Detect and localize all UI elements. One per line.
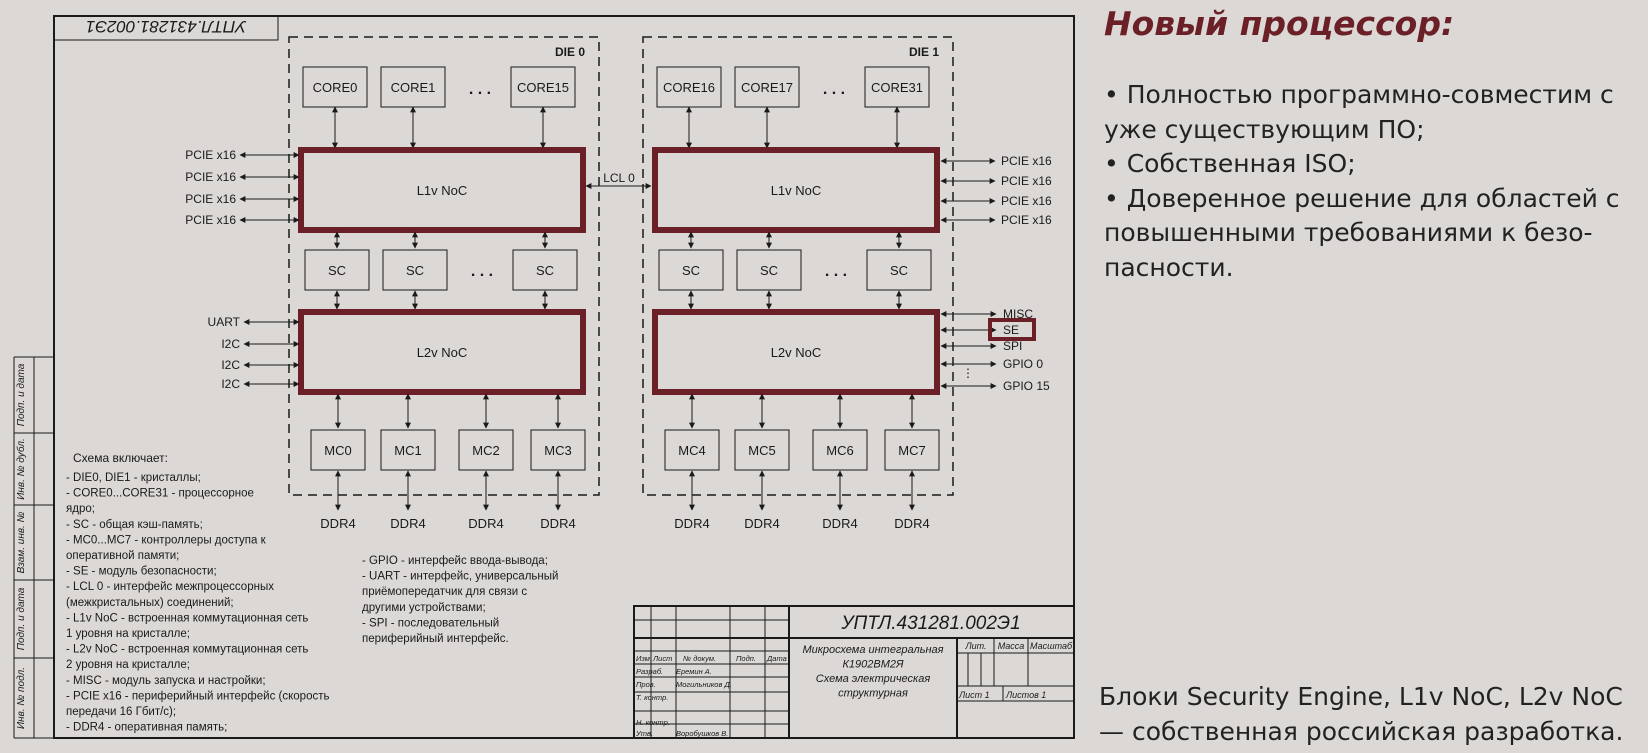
die1-right-io-label: GPIO 0 [1003,357,1044,371]
die1-core-block-label: CORE17 [740,80,794,95]
title-block-sheets: Листов 1 [1006,690,1047,700]
title-block-row-role: Утв. [636,729,654,738]
legend-left-line: 2 уровня на кристалле; [66,659,190,672]
side-stamp-label: Взам. инв. № [16,511,27,574]
title-block-scale: Масштаб [1030,641,1073,651]
die1-right-io-label: PCIE x16 [1001,154,1052,168]
legend-right-line: периферийный интерфейс. [362,633,509,645]
die0-core-ellipsis: . . . [468,81,492,98]
legend-left-line: - SE - модуль безопасности; [66,565,217,578]
title-block-row-name: Еремин А. [676,667,712,676]
legend-right-line: другими устройствами; [362,601,486,614]
die1-sc-ellipsis: . . . [824,263,848,280]
legend-right-line: - SPI - последовательный [362,617,500,630]
legend-left-line: 1 уровня на кристалле; [66,628,190,640]
title-block-row-role: Разраб. [636,667,664,676]
die0-core-block-label: CORE15 [516,80,570,95]
legend-left-line: передачи 16 Гбит/с); [66,706,177,718]
legend-left-line: (межкристальных) соединений; [66,596,234,609]
die0-ddr-label: DDR4 [320,516,356,531]
title-block-name-line: структурная [838,687,908,700]
die0-core-block-label: CORE1 [390,80,436,95]
footer-note: Блоки Security Engine, L1v NoC, L2v NoC — собственная российская разработка. [1099,682,1624,746]
title-block-name-line: К1902ВМ2Я [842,658,904,671]
die1-ddr-label: DDR4 [674,516,710,531]
die0-l1v-noc-label: L1v NoC [416,183,468,198]
side-stamp-label: Инв. № дубл. [16,438,27,500]
die0-left-io-label: I2C [221,358,240,372]
legend-right-line: - GPIO - интерфейс ввода-вывода; [362,555,548,567]
die1-l1v-noc-label: L1v NoC [770,183,822,198]
gpio-vertical-ellipsis: ⋮ [962,366,974,380]
title-block-col-header: Подп. [736,654,756,663]
die1-core-ellipsis: . . . [822,81,846,98]
title-block-col-header: Лист [653,654,673,663]
die1-mc-block-label: MC6 [826,443,854,458]
title-block-name-line: Микросхема интегральная [802,644,944,656]
die0-sc-block-label: SC [405,263,425,278]
die1-mc-block-label: MC4 [678,443,706,458]
die0-left-io-label: PCIE x16 [185,170,236,184]
die0-left-io-label: PCIE x16 [185,213,236,227]
die1-right-io-label: SE [1003,323,1020,337]
title-block-row-role: Т. контр. [636,693,669,702]
side-stamp-label: Подп. и дата [16,587,27,651]
die1-right-io-label: MISC [1003,307,1033,321]
die1-mc-block-label: MC7 [898,443,926,458]
title-block-row-role: Н. контр. [636,718,670,727]
side-stamp-label: Подп. и дата [16,363,27,427]
die0-ddr-label: DDR4 [540,516,576,531]
legend-left-line: - LCL 0 - интерфейс межпроцессорных [66,581,274,594]
legend-left-line: - MC0...MC7 - контроллеры доступа к [66,534,266,547]
title-block-row-name: Воробушков В. [676,729,729,738]
die1-right-io-label: PCIE x16 [1001,194,1052,208]
die1-l2v-noc-label: L2v NoC [770,345,822,360]
die1-right-io-label: SPI [1003,339,1023,353]
legend-left-line: оперативной памяти; [66,550,180,562]
title-block-name-line: Схема электрическая [815,673,931,685]
title-block-code: УПТЛ.431281.002Э1 [841,613,1021,634]
title-block-row-role: Пров. [636,680,656,689]
die1-core-block-label: CORE16 [662,80,716,95]
title-block-col-header: Дата [767,654,787,663]
die1-label: DIE 1 [908,45,939,59]
legend-title: Схема включает: [73,451,168,465]
title-block-sheet: Лист 1 [959,690,990,700]
die0-left-io-label: UART [207,315,240,329]
die0-ddr-label: DDR4 [468,516,504,531]
die0-left-io-label: I2C [221,377,240,391]
bullet-item: • Полностью программно-совместим с уже существующим ПО; [1104,78,1644,147]
lcl0-label: LCL 0 [603,171,635,185]
die1-core-block-label: CORE31 [870,80,924,95]
title-block-mass: Масса [997,641,1025,651]
die1-sc-block-label: SC [889,263,909,278]
legend-left-line: ядро; [66,503,95,516]
die0-left-io-label: PCIE x16 [185,192,236,206]
die0-mc-block-label: MC2 [472,443,500,458]
legend-left-line: - MISC - модуль запуска и настройки; [66,674,266,687]
side-stamp-label: Инв. № подл. [16,666,27,730]
die1-ddr-label: DDR4 [744,516,780,531]
title-block-row-name: Могильников Д. [676,680,732,689]
die0-sc-ellipsis: . . . [470,263,494,280]
die0-mc-block-label: MC3 [544,443,572,458]
legend-right-line: - UART - интерфейс, универсальный [362,570,559,583]
die1-sc-block-label: SC [759,263,779,278]
title-block-col-header: Изм. [636,654,652,663]
die1-sc-block-label: SC [681,263,701,278]
die1-right-io-label: GPIO 15 [1003,379,1050,393]
slide-title: Новый процессор: [1104,4,1455,43]
legend-left-line: - CORE0...CORE31 - процессорное [66,487,254,500]
die1-ddr-label: DDR4 [894,516,930,531]
stamp-code-mirrored: УПТЛ.431281.002Э1 [85,17,247,36]
legend-left-line: - L1v NoC - встроенная коммутационная сеть [66,612,309,625]
legend-left-line: - L2v NoC - встроенная коммутационная сеть [66,643,309,656]
die0-sc-block-label: SC [327,263,347,278]
die0-mc-block-label: MC1 [394,443,422,458]
die0-core-block-label: CORE0 [312,80,358,95]
die1-mc-block-label: MC5 [748,443,776,458]
die0-sc-block-label: SC [535,263,555,278]
bullet-item: • Доверенное решение для областей с повышенными требованиями к безо-пасности. [1104,182,1644,286]
title-block-col-header: № докум. [683,654,717,663]
legend-left-line: - DIE0, DIE1 - кристаллы; [66,472,201,484]
bullet-item: • Собственная ISO; [1104,147,1644,182]
legend-left-line: - SC - общая кэш-память; [66,518,203,531]
die0-left-io-label: PCIE x16 [185,148,236,162]
legend-right-line: приёмопередатчик для связи с [362,586,528,599]
die1-right-io-label: PCIE x16 [1001,213,1052,227]
legend-left-line: - PCIE x16 - периферийный интерфейс (скорость [66,690,330,703]
die0-l2v-noc-label: L2v NoC [416,345,468,360]
die1-right-io-label: PCIE x16 [1001,174,1052,188]
die0-label: DIE 0 [554,45,585,59]
die0-mc-block-label: MC0 [324,443,352,458]
die0-ddr-label: DDR4 [390,516,426,531]
title-block-lit: Лит. [965,641,987,651]
legend-left-line: - DDR4 - оперативная память; [66,721,228,734]
die1-ddr-label: DDR4 [822,516,858,531]
bullet-list [1104,78,1644,285]
die0-left-io-label: I2C [221,337,240,351]
